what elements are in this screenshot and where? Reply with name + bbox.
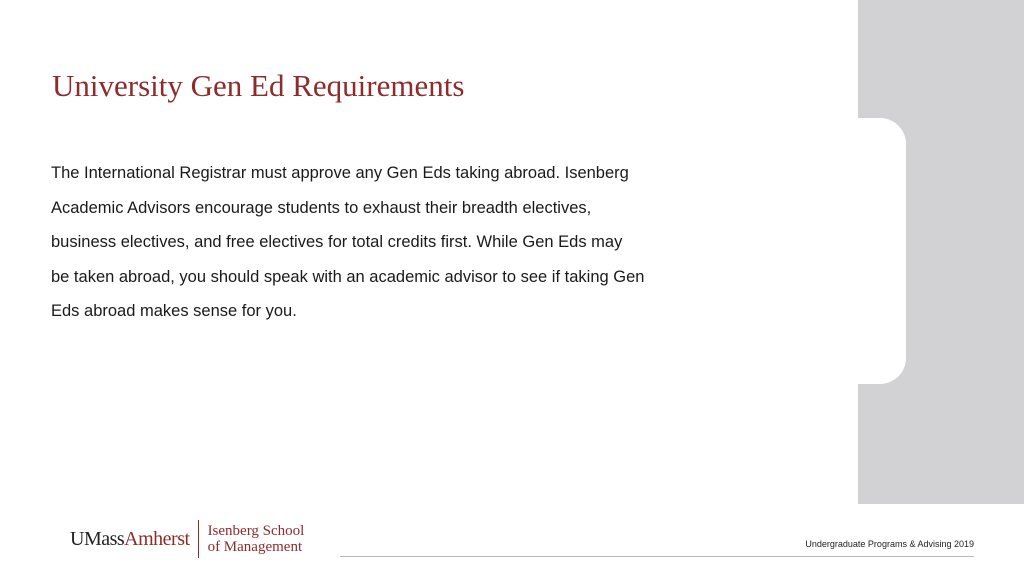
logo-school-line1: Isenberg School bbox=[207, 523, 305, 539]
logo-divider bbox=[198, 520, 199, 558]
side-tab-decoration bbox=[858, 118, 906, 384]
footer-rule bbox=[340, 556, 974, 557]
slide-body-text: The International Registrar must approve any Gen Eds taking abroad. Isenberg Academic Advisors encourage students to exhaust their breadth electives, business electives, and free electives for total credits first. While Gen Eds may be taken abroad, you should speak with an academic advisor to see if taking Gen Eds abroad makes sense for you. bbox=[51, 164, 645, 320]
logo-school-name bbox=[208, 523, 305, 555]
footer-text: Undergraduate Programs & Advising 2019 bbox=[805, 539, 974, 549]
slide-title: University Gen Ed Requirements bbox=[52, 68, 465, 103]
umass-isenberg-logo bbox=[70, 519, 304, 559]
logo-umass-amherst bbox=[70, 528, 190, 551]
logo-school-line2: of Management bbox=[207, 539, 303, 555]
logo-umass-word: UMass bbox=[70, 527, 125, 550]
logo-amherst-word: Amherst bbox=[124, 527, 190, 550]
